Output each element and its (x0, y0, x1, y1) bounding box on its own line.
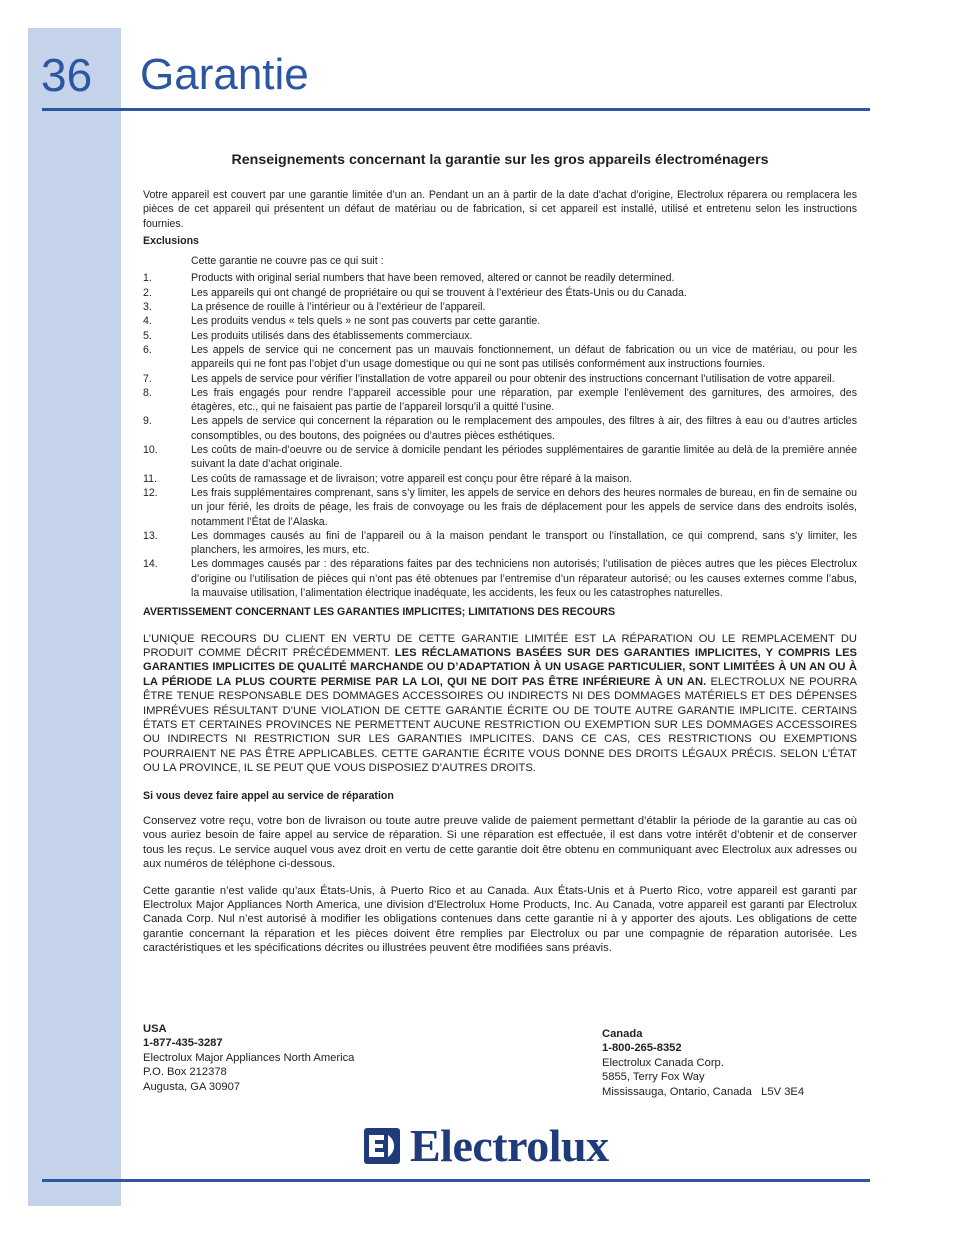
exclusion-number: 10. (143, 444, 158, 457)
exclusion-item (143, 343, 857, 372)
warning-text-bold: LES RÉCLAMATIONS BASÉES SUR DES GARANTIES IMPLICITES, Y COMPRIS LES GARANTIES IMPLICITES DE QUALITÉ MARCHANDE OU D’ADAPTATION À UN USAGE PARTICULIER, SONT LIMITÉES À UN AN OU À LA PÉRIODE LA PLUS COURTE PERMISE PAR LA LOI, QUI NE DOIT PAS ÊTRE INFÉRIEURE À UN AN. (143, 647, 857, 688)
exclusion-number: 11. (143, 472, 157, 485)
exclusion-text: Les appels de service qui ne concernent pas un mauvais fonctionnement, un défaut de fabrication ou un vice de matériau, ou pour les appareils qui ne font pas l’objet d’un usage domestique ou qui ne sont pas utilisés conformément aux instructions fournies. (191, 343, 857, 371)
usa-phone: 1-877-435-3287 (143, 1037, 223, 1050)
exclusion-text: Les appareils qui ont changé de propriétaire ou qui se trouvent à l’extérieur des États-Unis ou du Canada. (191, 286, 687, 299)
exclusion-item (143, 372, 857, 386)
footer-rule (42, 1179, 870, 1182)
exclusion-text: Les coûts de ramassage et de livraison; votre appareil est conçu pour être réparé à la maison. (191, 472, 633, 485)
usa-address-line1: P.O. Box 212378 (143, 1066, 227, 1079)
exclusion-text: La présence de rouille à l’intérieur ou à l’extérieur de l’appareil. (191, 301, 486, 314)
exclusion-number: 1. (143, 272, 152, 285)
exclusion-text: Les produits utilisés dans des établissements commerciaux. (191, 329, 473, 342)
exclusion-item (143, 443, 857, 472)
warning-text-2: ELECTROLUX NE POURRA ÊTRE TENUE RESPONSABLE DES DOMMAGES ACCESSOIRES OU INDIRECTS NI DES DOMMAGES MATÉRIELS ET DES DÉPENSES IMPRÉVUES RÉSULTANT D’UNE VIOLATION DE CETTE GARANTIE ÉCRITE OU DE TOUTE AUTRE GARANTIE IMPLICITE. CERTAINS ÉTATS ET CERTAINES PROVINCES NE PERMETTENT AUCUNE RESTRICTION OU EXEMPTION SUR LES DOMMAGES ACCESSOIRES OU INDIRECTS NI RESTRICTION SUR LES GARANTIES IMPLICITES. DANS CE CAS, CES RESTRICTIONS OU EXEMPTIONS POURRAIENT NE PAS ÊTRE APPLICABLES. CETTE GARANTIE ÉCRITE VOUS DONNE DES DROITS LÉGAUX PRÉCIS. SELON L’ÉTAT OU LA PROVINCE, IL SE PEUT QUE VOUS DISPOSIEZ D’AUTRES DROITS. (143, 675, 857, 775)
exclusion-text: Les dommages causés par : des réparations faites par des techniciens non autorisés; l’utilisation de pièces autres que les pièces Electrolux d’origine ou l’utilisation de pièces qui n’ont pas été obtenues par l’entremise d’un réparateur autorisé; ou les causes externes comme l’abus, la mauvaise utilisation, l’alimentation électrique inadéquate, les accidents, les feux ou les catastrophes naturelles. (191, 558, 857, 600)
header-rule (42, 108, 870, 111)
exclusion-item (143, 300, 857, 314)
exclusion-number: 5. (143, 329, 152, 342)
page-title: Garantie (140, 50, 309, 99)
canada-company: Electrolux Canada Corp. (602, 1056, 724, 1069)
warning-paragraph (143, 632, 857, 776)
canada-phone: 1-800-265-8352 (602, 1042, 682, 1055)
exclusion-item (143, 386, 857, 415)
exclusion-number: 13. (143, 529, 158, 542)
usa-country: USA (143, 1023, 167, 1035)
exclusion-item (143, 414, 857, 443)
exclusion-number: 12. (143, 486, 158, 499)
exclusion-number: 6. (143, 343, 152, 356)
exclusion-text: Les dommages causés au fini de l’appareil ou à la maison pendant le transport ou l’installation, ce qui comprend, sans s’y limiter, les planchers, les armoires, les murs, etc. (191, 529, 857, 557)
warning-text-1: L’UNIQUE RECOURS DU CLIENT EN VERTU DE CETTE GARANTIE LIMITÉE EST LA RÉPARATION OU LE REMPLACEMENT DU PRODUIT COMME DÉCRIT PRÉCÉDEMMENT. (143, 632, 857, 660)
exclusion-text: Les produits vendus « tels quels » ne sont pas couverts par cette garantie. (191, 315, 541, 328)
exclusion-number: 3. (143, 301, 152, 314)
exclusion-item (143, 472, 857, 486)
page-number: 36 (41, 49, 93, 101)
exclusion-number: 8. (143, 386, 152, 399)
exclusion-text: Products with original serial numbers that have been removed, altered or cannot be readily determined. (191, 272, 675, 285)
exclusion-item (143, 486, 857, 529)
exclusion-item (143, 286, 857, 300)
exclusion-text: Les frais supplémentaires comprenant, sans s’y limiter, les appels de service en dehors des heures normales de bureau, en fin de semaine ou un jour férié, les droits de péage, les frais de convoyage ou les frais de déplacement pour les appels de service dans des endroits isolés, notamment l’État de l’Alaska. (191, 486, 858, 528)
exclusion-number: 2. (143, 286, 152, 299)
validity-paragraph: Cette garantie n’est valide qu’aux États-Unis, à Puerto Rico et au Canada. Aux États-Unis et à Puerto Rico, votre appareil est garanti par Electrolux Major Appliances North America, une division d’Electrolux Home Products, Inc. Au Canada, votre appareil est garanti par Electrolux Canada Corp. Nul n’est autorisé à modifier les obligations contenues dans cette garantie ni à y apporter des ajouts. Les obligations de cette garantie concernant la réparation et les pièces doivent être remplies par Electrolux ou par une compagnie de réparation autorisée. Les caractéristiques et les spécifications décrites ou illustrées peuvent être modifiées sans préavis. (143, 884, 857, 955)
electrolux-logo (362, 1120, 648, 1171)
exclusion-text: Les frais engagés pour rendre l’appareil accessible pour une réparation, par exemple l’enlèvement des garnitures, des armoires, des étagères, etc., qui ne faisaient pas partie de l’appareil lorsqu’il a quitté l’usine. (191, 386, 857, 414)
canada-contact (602, 1027, 804, 1099)
exclusion-item (143, 271, 857, 285)
exclusions-heading: Exclusions (143, 234, 199, 247)
canada-address-line1: 5855, Terry Fox Way (602, 1071, 705, 1084)
usa-contact (143, 1022, 354, 1094)
exclusion-item (143, 557, 857, 600)
warranty-content (143, 150, 857, 968)
exclusion-number: 14. (143, 558, 158, 571)
exclusions-intro: Cette garantie ne couvre pas ce qui suit : (191, 255, 384, 268)
exclusion-text: Les appels de service qui concernent la réparation ou le remplacement des ampoules, des filtres à air, des filtres à eau ou d’autres articles consomptibles, ou des boutons, des poignées ou d’autres pièces esthétiques. (191, 415, 857, 442)
exclusion-number: 9. (143, 415, 152, 428)
electrolux-emblem-icon (362, 1126, 402, 1166)
exclusion-item (143, 329, 857, 343)
exclusions-list (143, 271, 857, 600)
intro-paragraph: Votre appareil est couvert par une garantie limitée d’un an. Pendant un an à partir de la date d'achat d'origine, Electrolux réparera ou remplacera les pièces de cet appareil qui présentent un défaut de matériau ou de fabrication, si cet appareil est installé, utilisé et entretenu selon les instructions fournies. (143, 189, 857, 230)
usa-address-line2: Augusta, GA 30907 (143, 1080, 241, 1093)
service-heading: Si vous devez faire appel au service de réparation (143, 789, 394, 802)
usa-company: Electrolux Major Appliances North America (143, 1051, 355, 1064)
side-band (28, 28, 121, 1206)
service-paragraph: Conservez votre reçu, votre bon de livraison ou toute autre preuve valide de paiement permettant d’établir la période de la garantie au cas où vous auriez besoin de faire appel au service de réparation. Si une réparation est effectuée, il est dans votre intérêt d’obtenir et de conserver tous les reçus. Le service auquel vous avez droit en vertu de cette garantie doit être obtenu en communiquant avec Electrolux aux adresses ou aux numéros de téléphone ci-dessous. (143, 814, 857, 871)
exclusion-number: 4. (143, 315, 152, 328)
exclusion-text: Les appels de service pour vérifier l’installation de votre appareil ou pour obtenir des instructions concernant l’utilisation de votre appareil. (191, 372, 835, 385)
logo-wordmark: Electrolux (410, 1120, 609, 1171)
exclusion-number: 7. (143, 372, 152, 385)
exclusion-item (143, 314, 857, 328)
exclusion-item (143, 529, 857, 558)
canada-address-line2: Mississauga, Ontario, Canada L5V 3E4 (602, 1085, 805, 1098)
warning-heading: AVERTISSEMENT CONCERNANT LES GARANTIES IMPLICITES; LIMITATIONS DES RECOURS (143, 606, 616, 619)
canada-country: Canada (602, 1028, 643, 1040)
exclusion-text: Les coûts de main-d’oeuvre ou de service à domicile pendant les périodes supplémentaires de garantie limitée au delà de la première année suivant la date d’achat originale. (191, 444, 857, 471)
section-heading: Renseignements concernant la garantie sur les gros appareils électroménagers (231, 152, 769, 168)
